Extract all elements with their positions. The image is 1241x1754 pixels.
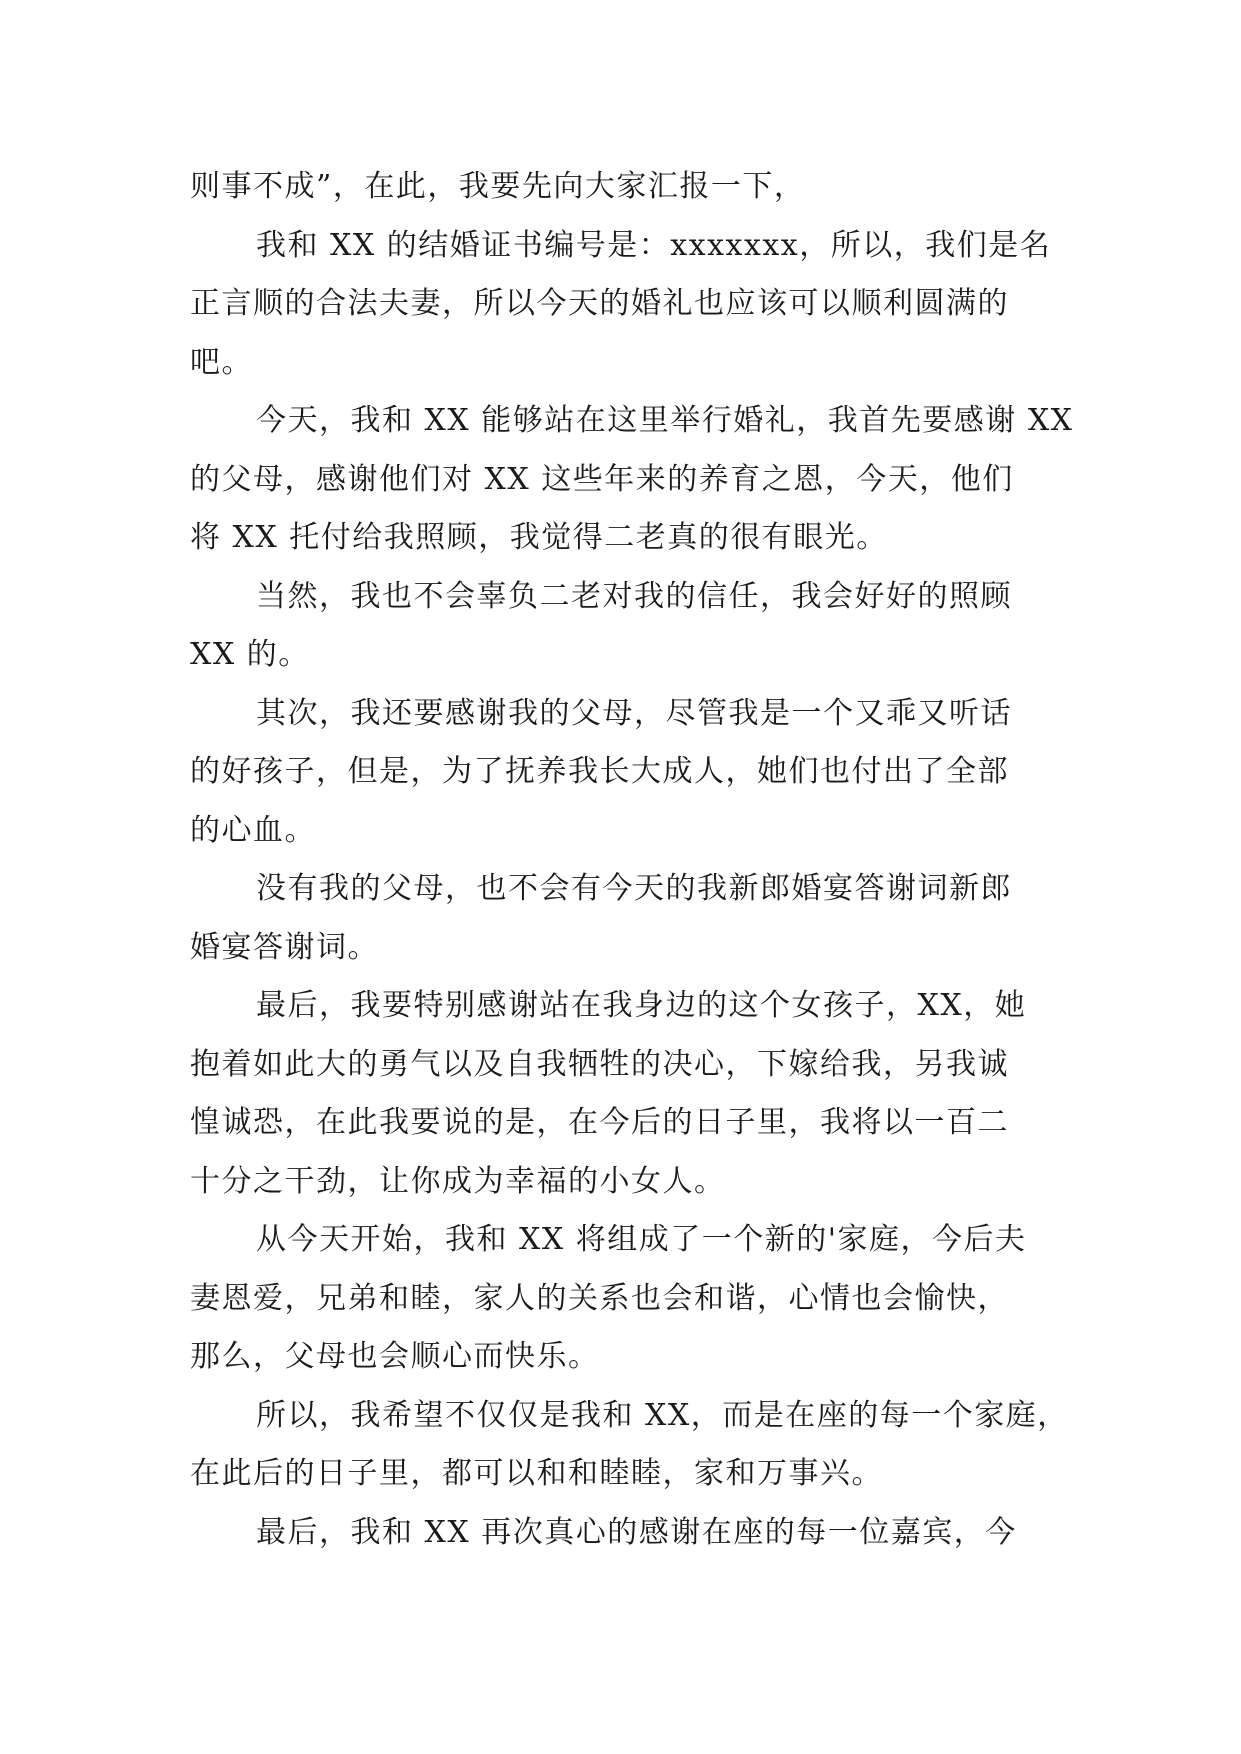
text-line: 的父母，感谢他们对 XX 这些年来的养育之恩，今天，他们: [190, 461, 1014, 497]
text-line: 最后，我要特别感谢站在我身边的这个女孩子，XX，她: [256, 988, 1027, 1023]
text-line: 的心血。: [190, 812, 316, 848]
text-line: 从今天开始，我和 XX 将组成了一个新的'家庭，今后夫: [256, 1222, 1027, 1257]
text-line: 那么，父母也会顺心而快乐。: [190, 1339, 600, 1374]
text-line: 所以，我希望不仅仅是我和 XX，而是在座的每一个家庭，: [256, 1397, 1069, 1433]
text-line: 抱着如此大的勇气以及自我牺牲的决心，下嫁给我，另我诚: [190, 1046, 1009, 1082]
text-line: XX 的。: [190, 637, 310, 672]
document-body: [190, 158, 1074, 1562]
text-line: 将 XX 托付给我照顾，我觉得二老真的很有眼光。: [190, 520, 888, 555]
text-line: 在此后的日子里，都可以和和睦睦，家和万事兴。: [190, 1456, 883, 1491]
text-line: 则事不成”，在此，我要先向大家汇报一下，: [190, 169, 806, 204]
text-line: 正言顺的合法夫妻，所以今天的婚礼也应该可以顺利圆满的: [190, 286, 1009, 321]
text-line: 惶诚恐，在此我要说的是，在今后的日子里，我将以一百二: [190, 1105, 1009, 1140]
text-line: 我和 XX 的结婚证书编号是：xxxxxxx，所以，我们是名: [256, 227, 1052, 263]
text-line: 吧。: [190, 344, 253, 380]
text-line: 十分之干劲，让你成为幸福的小女人。: [190, 1163, 726, 1199]
text-line: 的好孩子，但是，为了抚养我长大成人，她们也付出了全部: [190, 754, 1009, 789]
text-line: 婚宴答谢词。: [190, 929, 379, 965]
text-line: 没有我的父母，也不会有今天的我新郎婚宴答谢词新郎: [256, 871, 1012, 906]
text-line: 妻恩爱，兄弟和睦，家人的关系也会和谐，心情也会愉快，: [190, 1280, 1009, 1316]
text-line: 其次，我还要感谢我的父母，尽管我是一个又乖又听话: [256, 695, 1012, 731]
text-line: 今天，我和 XX 能够站在这里举行婚礼，我首先要感谢 XX: [256, 403, 1074, 438]
text-line: 最后，我和 XX 再次真心的感谢在座的每一位嘉宾，今: [256, 1514, 1017, 1550]
text-line: 当然，我也不会辜负二老对我的信任，我会好好的照顾: [256, 578, 1012, 614]
